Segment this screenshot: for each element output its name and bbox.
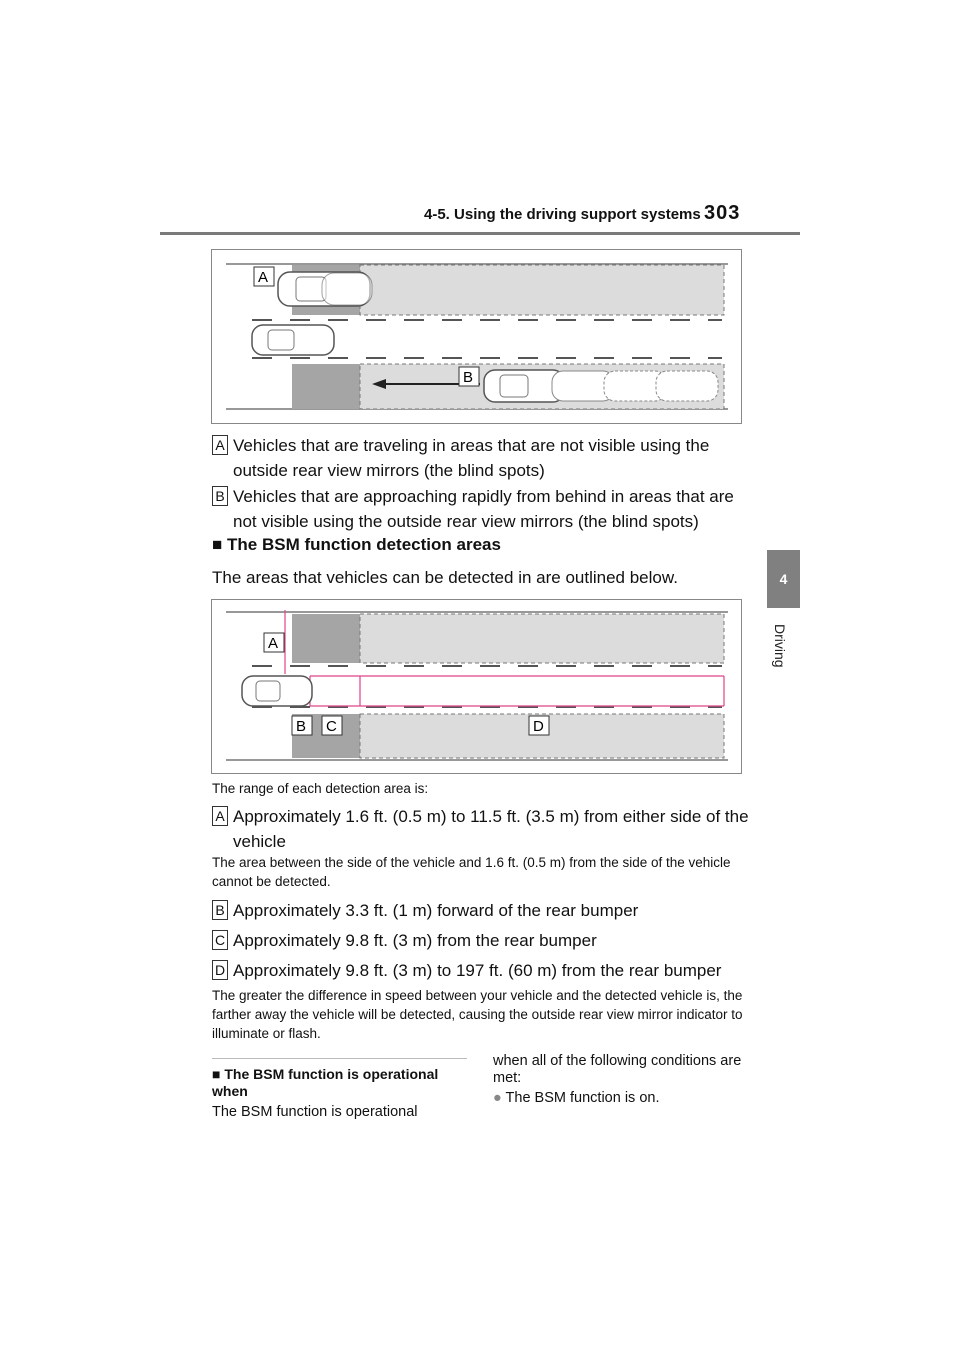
item-label: A <box>212 806 228 826</box>
diagram-label-b: B <box>296 718 307 735</box>
operational-text-left: The BSM function is operational <box>212 1104 418 1120</box>
section-intro: The areas that vehicles can be detected in are outlined below. <box>212 568 678 587</box>
operational-text-right: when all of the following conditions are met: <box>493 1053 742 1086</box>
range-item-d <box>212 958 752 983</box>
heading-text: The BSM function detection areas <box>227 535 501 554</box>
item-text: Approximately 9.8 ft. (3 m) to 197 ft. (60 m) from the rear bumper <box>233 961 722 980</box>
page-number: 303 <box>704 202 741 224</box>
item-text: Vehicles that are traveling in areas that are not visible using the outside rear view mirrors (the blind spots) <box>233 436 710 480</box>
diagram-label-d: D <box>533 718 544 735</box>
figure-item-a <box>212 433 752 483</box>
range-item-c <box>212 928 752 953</box>
header-divider <box>160 232 800 235</box>
car-icon <box>252 325 334 355</box>
blind-spot-diagram <box>211 249 742 424</box>
car-icon <box>242 676 312 706</box>
chapter-label: Driving <box>772 624 788 668</box>
heading-marker: ■ <box>212 535 223 554</box>
item-text: Approximately 9.8 ft. (3 m) from the rear bumper <box>233 931 597 950</box>
bullet-marker: ● <box>493 1090 502 1106</box>
operational-bullet <box>493 1090 748 1107</box>
diagram-label-b: B <box>463 369 474 386</box>
item-label: A <box>212 435 228 455</box>
bullet-text: The BSM function is on. <box>505 1090 660 1106</box>
range-item-a <box>212 804 752 854</box>
note-area-a: The area between the side of the vehicle and 1.6 ft. (0.5 m) from the side of the vehicle cannot be detected. <box>212 855 731 889</box>
section-title: 4-5. Using the driving support systems <box>424 206 701 223</box>
diagram-label-c: C <box>326 718 337 735</box>
chapter-tab: 4 <box>767 550 800 608</box>
diagram-label-a: A <box>258 269 269 286</box>
item-label: D <box>212 960 228 980</box>
heading-marker: ■ <box>212 1066 221 1082</box>
diagram-label-a: A <box>268 635 279 652</box>
range-item-b <box>212 898 752 923</box>
detection-area-diagram <box>211 599 742 774</box>
item-text: Approximately 3.3 ft. (1 m) forward of the rear bumper <box>233 901 639 920</box>
range-intro: The range of each detection area is: <box>212 781 429 796</box>
item-label: B <box>212 900 228 920</box>
heading-text: The BSM function is operational when <box>212 1066 439 1099</box>
item-text: Approximately 1.6 ft. (0.5 m) to 11.5 ft. (3.5 m) from either side of the vehicle <box>233 807 749 851</box>
item-label: C <box>212 930 228 950</box>
column-divider <box>212 1058 467 1059</box>
section-heading <box>212 535 501 555</box>
item-label: B <box>212 486 228 506</box>
figure-item-b <box>212 484 752 534</box>
operational-heading <box>212 1066 472 1100</box>
item-text: Vehicles that are approaching rapidly from behind in areas that are not visible using the outside rear view mirrors (the blind spots) <box>233 487 734 531</box>
note-area-d: The greater the difference in speed between your vehicle and the detected vehicle is, the farther away the vehicle will be detected, causing the outside rear view mirror indicator to illuminate or flash. <box>212 988 743 1041</box>
